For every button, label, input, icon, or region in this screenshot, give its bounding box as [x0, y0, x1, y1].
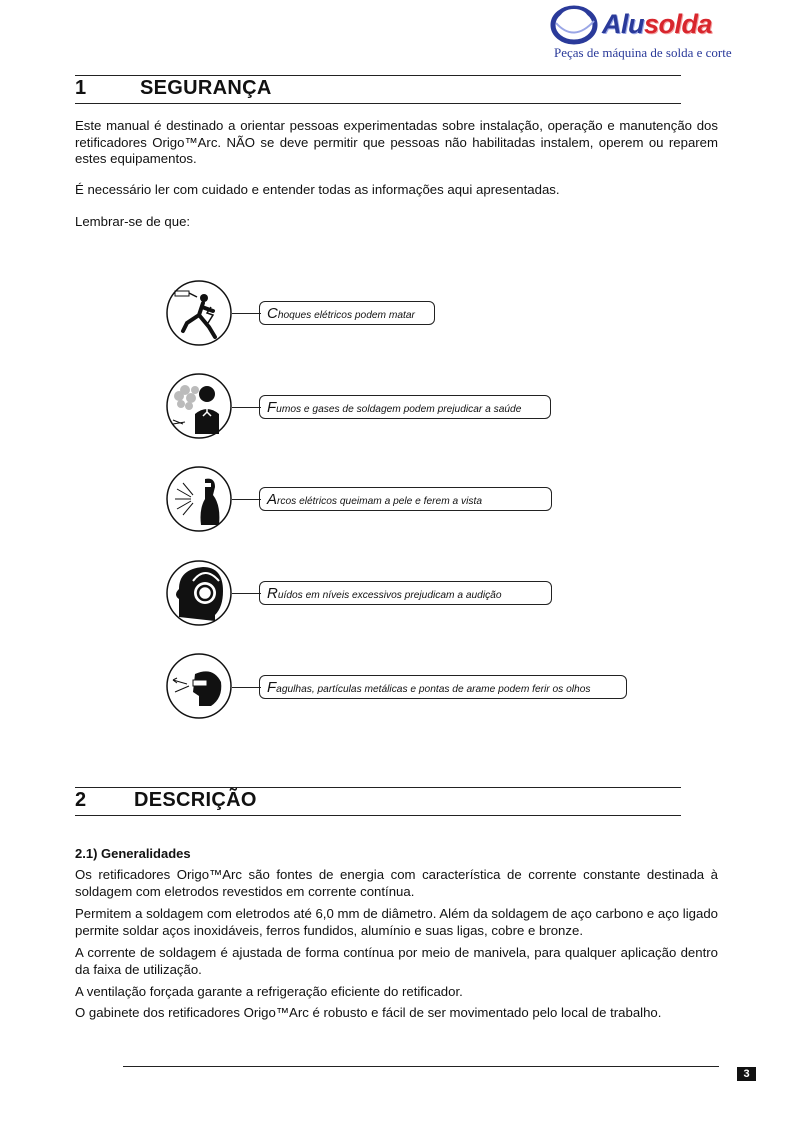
section-title: DESCRIÇÃO — [134, 789, 257, 811]
warning-box-electric-shock: Choques elétricos podem matar — [259, 301, 435, 325]
warning-box-arc-rays: Arcos elétricos queimam a pele e ferem a vista — [259, 487, 552, 511]
noise-hearing-icon — [165, 559, 233, 627]
description-paragraph: Permitem a soldagem com eletrodos até 6,0 mm de diâmetro. Além da soldagem de aço carbono e aço ligado permite soldar aços inoxidáveis, ferros fundidos, alumínio e suas ligas, cobre e bronze. — [75, 906, 718, 938]
section-number: 1 — [75, 77, 87, 99]
alusolda-logo — [550, 3, 732, 63]
section-1-heading — [75, 75, 681, 104]
section-number: 2 — [75, 789, 87, 811]
fumes-gases-icon — [165, 372, 233, 440]
remember-paragraph: Lembrar-se de que: — [75, 214, 191, 229]
electric-shock-icon — [165, 279, 233, 347]
connector-line — [232, 687, 261, 688]
read-carefully-paragraph: É necessário ler com cuidado e entender todas as informações aqui apresentadas. — [75, 182, 560, 197]
page-number: 3 — [737, 1067, 756, 1081]
warning-box-noise: Ruídos em níveis excessivos prejudicam a audição — [259, 581, 552, 605]
warning-box-sparks: Fagulhas, partículas metálicas e pontas de arame podem ferir os olhos — [259, 675, 627, 699]
subsection-heading: 2.1) Generalidades — [75, 846, 191, 861]
description-paragraph: A ventilação forçada garante a refrigeração eficiente do retificador. — [75, 984, 463, 999]
description-paragraph: A corrente de soldagem é ajustada de forma contínua por meio de manivela, para qualquer aplicação dentro da faixa de utilização. — [75, 945, 718, 977]
connector-line — [232, 499, 261, 500]
footer-rule — [123, 1066, 719, 1067]
warning-box-fumes: Fumos e gases de soldagem podem prejudicar a saúde — [259, 395, 551, 419]
connector-line — [232, 593, 261, 594]
intro-paragraph: Este manual é destinado a orientar pessoas experimentadas sobre instalação, operação e manutenção dos retificadores Origo™Arc. NÃO se deve permitir que pessoas não habilitadas instalem, operem ou reparem estes equipamentos. — [75, 118, 718, 166]
logo-tagline: Peças de máquina de solda e corte — [554, 45, 732, 60]
section-title: SEGURANÇA — [140, 77, 272, 99]
arc-rays-icon — [165, 465, 233, 533]
description-paragraph: Os retificadores Origo™Arc são fontes de energia com característica de corrente constante destinada à soldagem com eletrodos revestidos em corrente contínua. — [75, 867, 718, 899]
section-2-heading — [75, 787, 681, 816]
logo-wordmark: Alusolda — [602, 9, 713, 39]
connector-line — [232, 313, 261, 314]
connector-line — [232, 407, 261, 408]
description-paragraph: O gabinete dos retificadores Origo™Arc é robusto e fácil de ser movimentado pelo local de trabalho. — [75, 1005, 662, 1020]
flying-sparks-icon — [165, 652, 233, 720]
logo-swoosh-icon — [550, 3, 602, 47]
